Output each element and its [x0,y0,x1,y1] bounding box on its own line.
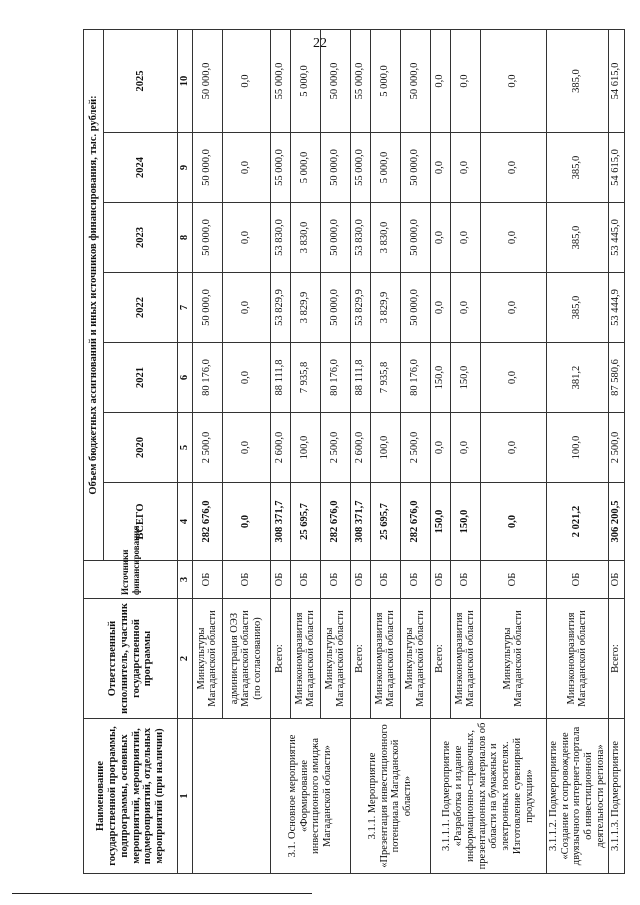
row-value: 385,0 [546,273,608,343]
row-value: 53 829,9 [270,273,290,343]
row-value: 55 000,0 [350,30,370,133]
row-value: 2 500,0 [608,413,624,483]
header-year-2023: 2023 [104,203,178,273]
row-value-total: 282 676,0 [192,483,222,561]
row-value: 50 000,0 [320,273,350,343]
row-value: 5 000,0 [290,30,320,133]
col-number: 8 [178,203,193,273]
row-value: 0,0 [480,343,546,413]
header-year-2022: 2022 [104,273,178,343]
row-source: ОБ [350,561,370,599]
row-value-total: 25 695,7 [370,483,400,561]
header-numbers-row [178,30,193,874]
row-value: 5 000,0 [290,133,320,203]
row-value: 0,0 [450,203,480,273]
col-number: 7 [178,273,193,343]
row-value: 50 000,0 [400,30,430,133]
row-value: 0,0 [480,203,546,273]
header-year-2024: 2024 [104,133,178,203]
row-value: 53 444,9 [608,273,624,343]
header-year-2025: 2025 [104,30,178,133]
table-row [350,30,370,874]
table-row [430,30,450,874]
row-value-total: 282 676,0 [320,483,350,561]
row-value: 50 000,0 [320,203,350,273]
row-name-cell: 3.1.1.2. Подмероприятие «Создание и сопровождение двуязычного интернет-портала об инвестиционной деятельности региона» [546,719,608,874]
row-source: ОБ [370,561,400,599]
row-source: ОБ [430,561,450,599]
row-value: 7 935,8 [290,343,320,413]
col-number: 6 [178,343,193,413]
row-value: 7 935,8 [370,343,400,413]
row-value: 80 176,0 [192,343,222,413]
col-number: 3 [178,561,193,599]
row-value: 0,0 [222,203,270,273]
row-value: 0,0 [480,413,546,483]
header-source: Источники финансирования [84,561,178,599]
row-value: 2 500,0 [192,413,222,483]
row-responsible: Минэкономразвития Магаданской области [290,599,320,719]
row-value: 55 000,0 [350,133,370,203]
row-value: 2 600,0 [270,413,290,483]
row-value: 50 000,0 [320,30,350,133]
row-source: ОБ [400,561,430,599]
row-source: ОБ [546,561,608,599]
row-value-total: 308 371,7 [270,483,290,561]
col-number: 4 [178,483,193,561]
rotated-table-wrapper [83,30,622,874]
row-value: 50 000,0 [400,273,430,343]
row-value-total: 2 021,2 [546,483,608,561]
row-value: 100,0 [370,413,400,483]
row-value: 0,0 [450,273,480,343]
row-value: 50 000,0 [400,203,430,273]
row-responsible: администрация ОЭЗ Магаданской области (по согласованию) [222,599,270,719]
row-name-cell: 3.1.1. Мероприятие «Презентация инвестиционного потенциала Магаданской области» [350,719,430,874]
row-responsible: Минэкономразвития Магаданской области [546,599,608,719]
header-year-2020: 2020 [104,413,178,483]
row-name-cell [192,719,270,874]
row-name-cell: 3.1.1.3. Подмероприятие [608,719,624,874]
row-value-total: 150,0 [450,483,480,561]
row-value: 3 829,9 [370,273,400,343]
row-value: 0,0 [222,413,270,483]
row-value: 0,0 [430,413,450,483]
footer-rule [12,893,312,894]
row-responsible: Минэкономразвития Магаданской области [370,599,400,719]
row-responsible: Всего: [430,599,450,719]
table-row [270,30,290,874]
row-value: 3 829,9 [290,273,320,343]
row-value: 0,0 [450,30,480,133]
row-source: ОБ [450,561,480,599]
header-name: Наименование государственной программы, подпрограммы, основных мероприятий, мероприятий, подмероприятий, отдельных мероприятий (при наличии) [84,719,178,874]
row-source: ОБ [608,561,624,599]
row-responsible: Всего: [270,599,290,719]
header-year-2021: 2021 [104,343,178,413]
row-value: 0,0 [480,133,546,203]
row-value-total: 150,0 [430,483,450,561]
row-value: 55 000,0 [270,30,290,133]
row-value: 53 445,0 [608,203,624,273]
row-value: 385,0 [546,133,608,203]
header-responsible: Ответственный исполнитель, участник государственной программы [84,599,178,719]
row-value: 3 830,0 [290,203,320,273]
table-row [608,30,624,874]
row-source: ОБ [290,561,320,599]
row-value: 0,0 [430,273,450,343]
row-value-total: 0,0 [480,483,546,561]
row-responsible: Всего: [350,599,370,719]
row-name-cell: 3.1. Основное мероприятие «Формирование инвестиционного имиджа Магаданской области» [270,719,350,874]
funding-table [83,29,625,874]
row-value: 100,0 [290,413,320,483]
row-responsible: Минэкономразвития Магаданской области [450,599,480,719]
row-source: ОБ [320,561,350,599]
row-value: 385,0 [546,30,608,133]
row-value-total: 0,0 [222,483,270,561]
row-source: ОБ [222,561,270,599]
col-number: 5 [178,413,193,483]
row-value: 0,0 [430,203,450,273]
row-value: 87 580,6 [608,343,624,413]
row-value: 2 500,0 [320,413,350,483]
row-value: 100,0 [546,413,608,483]
col-number: 9 [178,133,193,203]
row-value: 0,0 [480,273,546,343]
row-responsible: Минкультуры Магаданской области [480,599,546,719]
page-number: 22 [313,36,327,51]
row-value: 385,0 [546,203,608,273]
row-value: 0,0 [222,273,270,343]
row-value: 0,0 [430,133,450,203]
row-value: 0,0 [480,30,546,133]
row-value: 0,0 [430,30,450,133]
row-value: 150,0 [430,343,450,413]
row-value: 0,0 [222,133,270,203]
row-value: 53 830,0 [350,203,370,273]
row-responsible: Минкультуры Магаданской области [320,599,350,719]
row-value: 5 000,0 [370,30,400,133]
row-source: ОБ [270,561,290,599]
row-value-total: 282 676,0 [400,483,430,561]
row-value: 50 000,0 [192,203,222,273]
row-value: 80 176,0 [400,343,430,413]
row-value: 50 000,0 [400,133,430,203]
table-row [546,30,608,874]
row-value: 381,2 [546,343,608,413]
row-value: 55 000,0 [270,133,290,203]
row-value: 0,0 [222,343,270,413]
header-year-total: ВСЕГО [104,483,178,561]
row-value: 50 000,0 [192,273,222,343]
row-value: 0,0 [450,413,480,483]
row-value-total: 308 371,7 [350,483,370,561]
col-number: 2 [178,599,193,719]
row-value: 88 111,8 [270,343,290,413]
row-value: 50 000,0 [192,133,222,203]
row-value: 53 830,0 [270,203,290,273]
row-value: 88 111,8 [350,343,370,413]
row-value: 3 830,0 [370,203,400,273]
row-value: 50 000,0 [192,30,222,133]
row-value: 54 615,0 [608,30,624,133]
row-source: ОБ [192,561,222,599]
row-responsible: Минкультуры Магаданской области [192,599,222,719]
row-name-cell: 3.1.1.1. Подмероприятие «Разработка и издание информационно-справочных, презентационных материалов об области на бумажных и электронных носителях. Изготовление сувенирной продукции» [430,719,546,874]
table-row [192,30,222,874]
row-value-total: 306 200,5 [608,483,624,561]
row-value: 50 000,0 [320,133,350,203]
row-value: 2 600,0 [350,413,370,483]
col-number: 10 [178,30,193,133]
row-source: ОБ [480,561,546,599]
row-value-total: 25 695,7 [290,483,320,561]
row-value: 80 176,0 [320,343,350,413]
row-value: 0,0 [450,133,480,203]
row-responsible: Всего: [608,599,624,719]
row-value: 5 000,0 [370,133,400,203]
row-responsible: Минкультуры Магаданской области [400,599,430,719]
row-value: 2 500,0 [400,413,430,483]
header-funding: Объем бюджетных ассигнований и иных источников финансирования, тыс. рублей: [84,30,104,561]
row-value: 0,0 [222,30,270,133]
row-value: 150,0 [450,343,480,413]
row-value: 53 829,9 [350,273,370,343]
rotated-table-container [83,30,622,874]
col-number: 1 [178,719,193,874]
row-value: 54 615,0 [608,133,624,203]
